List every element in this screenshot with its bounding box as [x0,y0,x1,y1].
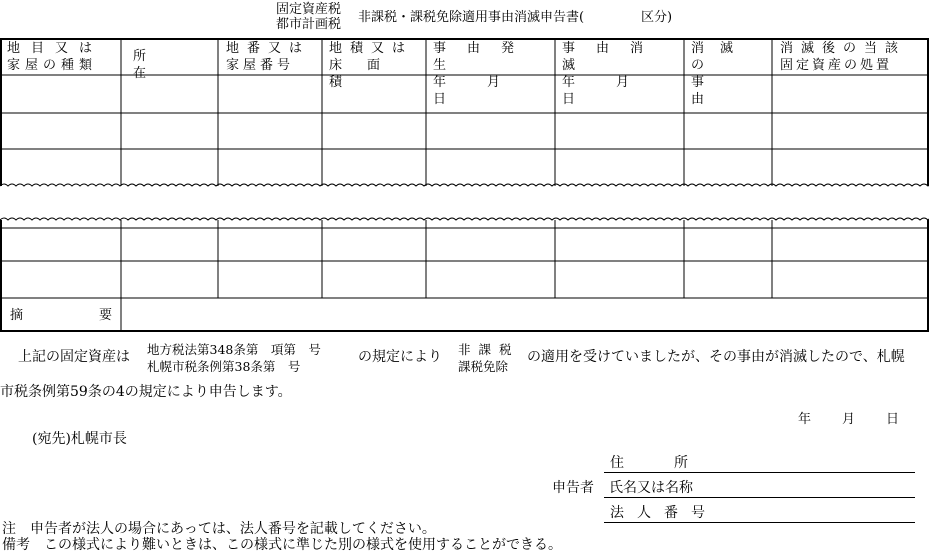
header-occurrence-date [433,40,548,108]
applicant-address-label: 住所 [610,455,738,471]
header-text: 地目又は [7,41,104,56]
note-corporation: 注 申告者が法人の場合にあっては、法人番号を記載してください。 [2,521,436,537]
statement-mid: の規定により [358,349,442,365]
applicant-label: 申告者 [552,480,594,496]
applicant-corp-number-line[interactable] [604,522,915,523]
header-text: 事由消滅 [562,41,665,73]
form-title-kubun: 区分) [641,10,673,25]
tax-type-line2: 都市計画税 [276,17,342,32]
statement-law-local-tax: 地方税法第348条第 項第 号 [147,342,321,357]
note-remark: 備考 この様式により難いときは、この様式に準じた別の様式を使用することができる。 [2,537,562,553]
table-break-gap [0,186,929,220]
header-text: 地番又は [226,41,311,56]
statement-line2: 市税条例第59条の4の規定により申告します。 [0,384,292,400]
addressee: (宛先)札幌市長 [32,431,127,447]
tax-type-line1: 固定資産税 [276,2,342,17]
applicant-name-label: 氏名又は名称 [609,480,693,496]
header-text: 床面積 [329,58,406,90]
header-text: 固定資産の処置 [780,58,893,73]
statement-lead: 上記の固定資産は [18,349,130,365]
header-text: 地積又は [329,41,414,56]
header-area [329,40,423,91]
applicant-address-line[interactable] [604,472,915,473]
header-text: 事由発生 [433,41,536,73]
header-disposition [780,40,922,74]
header-text: 年月日 [433,75,542,107]
header-text: 消滅の [691,41,750,73]
summary-label: 摘要 [10,308,189,323]
header-text: 所在 [133,49,191,81]
header-text: 家屋番号 [226,58,295,73]
date-month-label: 月 [842,412,856,427]
statement-law-city-ordinance: 札幌市税条例第38条第 号 [147,359,301,374]
applicant-name-line[interactable] [604,497,915,498]
statement-option-exemption: 課税免除 [458,359,509,374]
header-text: 事由 [691,75,751,107]
declaration-table [0,38,929,332]
form-title: 非課税・課税免除適用事由消滅申告書( [358,10,585,25]
header-extinction-reason [691,40,767,108]
header-text: 年月日 [562,75,671,107]
header-extinction-date [562,40,678,108]
header-land-category [7,40,117,74]
header-location [133,48,211,82]
header-lot-number [226,40,318,74]
applicant-corp-number-label: 法人番号 [610,505,718,521]
header-text: 消滅後の当該 [780,41,907,56]
table-break-wave-top [0,184,929,186]
statement-option-nontax: 非課税 [458,342,520,357]
date-day-label: 日 [886,412,900,427]
header-text: 家屋の種類 [7,58,98,73]
statement-tail: の適用を受けていましたが、その事由が消滅したので、札幌 [527,349,905,365]
date-year-label: 年 [798,412,812,427]
